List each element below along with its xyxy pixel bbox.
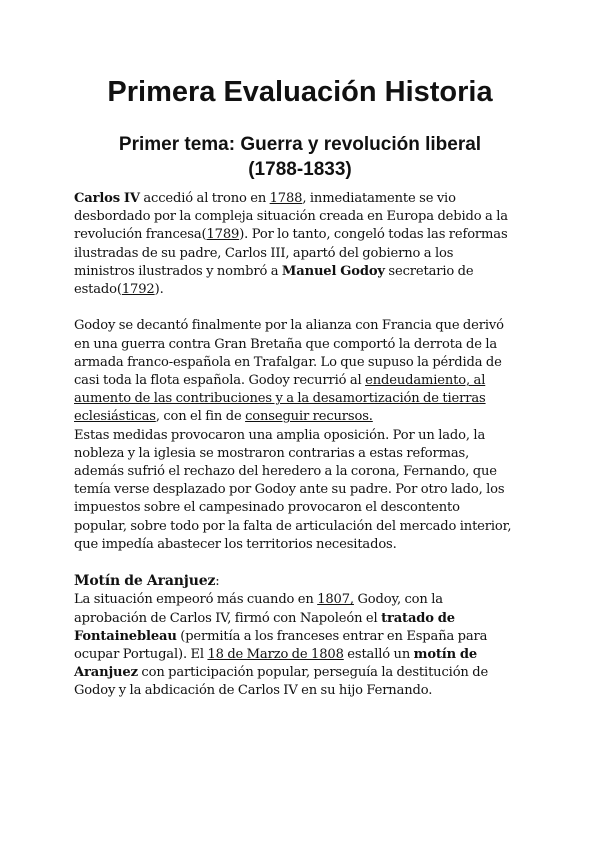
paragraph-carlos-iv bbox=[74, 190, 514, 299]
text-run: ). bbox=[154, 282, 164, 298]
paragraph-gap bbox=[74, 299, 514, 317]
underlined-phrase: endeudamiento, al aumento de las contribuciones y a la desamortización de tierras eclesiásticas bbox=[74, 373, 486, 425]
bold-term: motín de Aranjuez bbox=[74, 647, 478, 681]
topic-subtitle bbox=[60, 132, 540, 182]
underlined-date: 18 de Marzo de 1808 bbox=[207, 647, 344, 663]
underlined-date: 1789 bbox=[206, 227, 240, 243]
section-heading-text: Motín de Aranjuez bbox=[74, 573, 216, 590]
text-run: Godoy se decantó finalmente por la alianza con Francia que derivó en una guerra contra Gran Bretaña que comportó la derrota de la armada franco-española en Trafalgar. Lo que supuso la pérdida de casi toda la flota española. Godoy recurrió al bbox=[74, 318, 504, 389]
text-run: secretario de estado( bbox=[74, 263, 474, 298]
subtitle-line-2: (1788-1833) bbox=[248, 159, 352, 180]
text-run: con participación popular, perseguía la destitución de Godoy y la abdicación de Carlos IV en su hijo Fernando. bbox=[74, 665, 489, 699]
section-heading-colon: : bbox=[215, 574, 220, 590]
text-run: ). Por lo tanto, congeló todas las reformas ilustradas de su padre, Carlos III, apartó del gobierno a los ministros ilustrados y nombró a bbox=[74, 227, 508, 279]
bold-term: Carlos IV bbox=[74, 191, 140, 206]
paragraph-gap bbox=[74, 554, 514, 572]
bold-term: Manuel Godoy bbox=[281, 263, 385, 279]
text-run: , con el fin de bbox=[155, 409, 246, 425]
paragraph-opposition bbox=[74, 427, 514, 554]
text-run: estalló un bbox=[343, 647, 414, 663]
underlined-date: 1792 bbox=[121, 282, 155, 298]
paragraph-motin bbox=[74, 591, 514, 700]
document-body bbox=[74, 190, 514, 701]
text-run: Estas medidas provocaron una amplia oposición. Por un lado, la nobleza y la iglesia se mostraron contrarias a estas reformas, además sufrió el rechazo del heredero a la corona, Fernando, que temía verse desplazado por Godoy ante su padre. Por otro lado, los impuestos sobre el campesinado provocaron el descontento popular, sobre todo por la falta de articulación del mercado interior, que impedía abastecer los territorios necesitados. bbox=[74, 427, 512, 552]
underlined-date: 1807, bbox=[317, 592, 354, 608]
subtitle-line-1: Primer tema: Guerra y revolución liberal bbox=[118, 134, 482, 155]
text-run: La situación empeoró más cuando en bbox=[74, 592, 318, 608]
text-run: , inmediatamente se vio desbordado por la compleja situación creada en Europa debido a la revolución francesa( bbox=[74, 191, 508, 243]
section-heading bbox=[74, 572, 514, 591]
text-run: Godoy, con la aprobación de Carlos IV, firmó con Napoleón el bbox=[74, 592, 443, 626]
underlined-date: 1788 bbox=[269, 191, 303, 206]
paragraph-godoy-alliance bbox=[74, 317, 514, 426]
document-title: Primera Evaluación Historia bbox=[107, 76, 493, 108]
underlined-phrase: conseguir recursos. bbox=[245, 409, 373, 425]
text-run: accedió al trono en bbox=[139, 191, 270, 206]
bold-term: tratado de Fontainebleau bbox=[74, 610, 455, 644]
text-run: (permitía a los franceses entrar en España para ocupar Portugal). El bbox=[74, 628, 488, 663]
